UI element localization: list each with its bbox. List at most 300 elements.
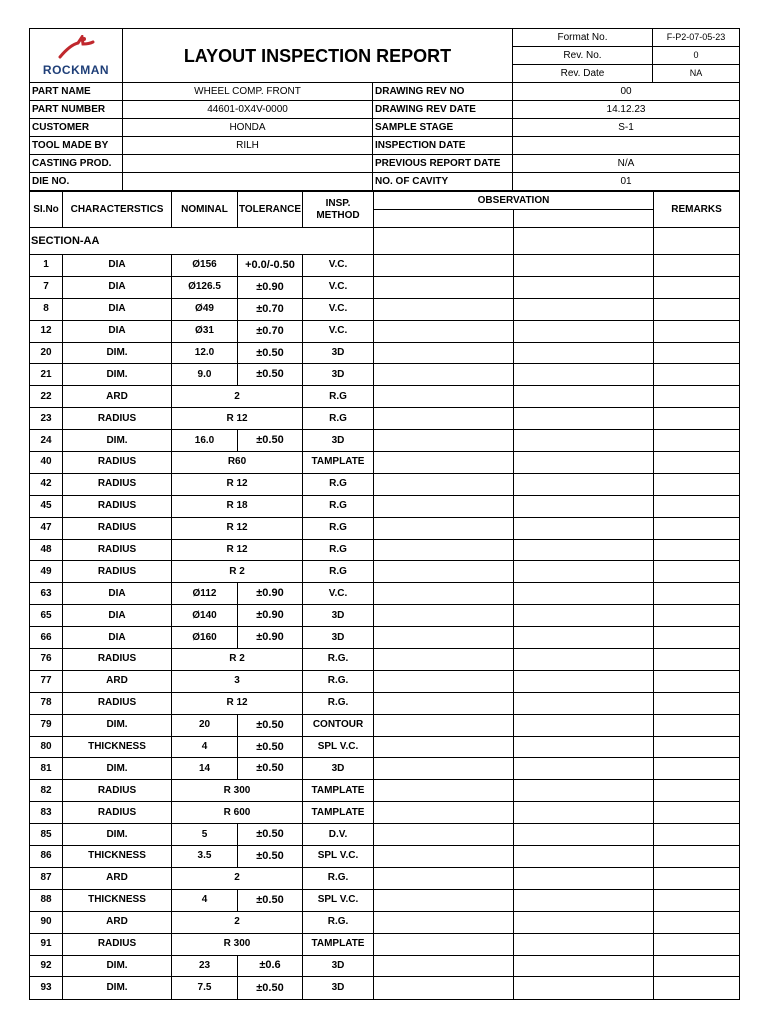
remarks-cell <box>654 298 740 320</box>
row-characteristic: DIM. <box>63 342 172 364</box>
row-slno: 1 <box>30 255 63 277</box>
row-characteristic: ARD <box>63 911 172 933</box>
observation-cell <box>374 692 514 714</box>
row-insp-method: 3D <box>303 605 374 627</box>
observation-subcell <box>514 210 654 228</box>
row-nominal: Ø160 <box>172 627 238 649</box>
row-tolerance: ±0.50 <box>238 889 303 911</box>
observation-cell <box>374 430 514 452</box>
inspection-table <box>29 191 740 1000</box>
table-row <box>30 758 740 780</box>
table-row <box>30 408 740 430</box>
row-tolerance: ±0.70 <box>238 320 303 342</box>
remarks-cell <box>654 736 740 758</box>
row-nominal: 7.5 <box>172 977 238 1000</box>
remarks-cell <box>654 276 740 298</box>
row-nominal-merged: R 300 <box>172 780 303 802</box>
observation-cell <box>514 605 654 627</box>
row-slno: 79 <box>30 714 63 736</box>
row-slno: 7 <box>30 276 63 298</box>
table-row <box>30 430 740 452</box>
observation-cell <box>514 867 654 889</box>
row-nominal-merged: R 12 <box>172 692 303 714</box>
row-nominal: Ø31 <box>172 320 238 342</box>
table-row <box>30 583 740 605</box>
row-insp-method: TAMPLATE <box>303 452 374 474</box>
rev-no-label: Rev. No. <box>513 47 653 65</box>
remarks-cell <box>654 692 740 714</box>
remarks-cell <box>654 430 740 452</box>
info-label: TOOL MADE BY <box>30 137 123 155</box>
observation-cell <box>374 649 514 671</box>
info-value: 01 <box>513 173 740 191</box>
row-nominal: 4 <box>172 889 238 911</box>
remarks-cell <box>654 228 740 255</box>
row-insp-method: SPL V.C. <box>303 889 374 911</box>
row-slno: 81 <box>30 758 63 780</box>
row-insp-method: R.G <box>303 517 374 539</box>
observation-cell <box>374 255 514 277</box>
page-title: LAYOUT INSPECTION REPORT <box>123 29 513 83</box>
row-slno: 77 <box>30 670 63 692</box>
row-slno: 63 <box>30 583 63 605</box>
format-no-label: Format No. <box>513 29 653 47</box>
row-slno: 21 <box>30 364 63 386</box>
row-slno: 48 <box>30 539 63 561</box>
row-characteristic: DIM. <box>63 955 172 977</box>
info-row <box>30 119 740 137</box>
table-row <box>30 452 740 474</box>
remarks-cell <box>654 364 740 386</box>
row-characteristic: ARD <box>63 867 172 889</box>
table-row <box>30 561 740 583</box>
report-header <box>29 28 740 191</box>
info-value: S-1 <box>513 119 740 137</box>
logo-text: ROCKMAN <box>42 63 110 77</box>
row-characteristic: THICKNESS <box>63 846 172 868</box>
observation-cell <box>374 605 514 627</box>
observation-cell <box>374 342 514 364</box>
observation-cell <box>514 495 654 517</box>
format-no-value: F-P2-07-05-23 <box>653 29 740 47</box>
row-insp-method: TAMPLATE <box>303 780 374 802</box>
row-slno: 85 <box>30 824 63 846</box>
row-characteristic: DIA <box>63 605 172 627</box>
rev-no-value: 0 <box>653 47 740 65</box>
row-nominal-merged: R 12 <box>172 517 303 539</box>
row-insp-method: R.G <box>303 386 374 408</box>
observation-cell <box>514 802 654 824</box>
observation-cell <box>514 692 654 714</box>
remarks-cell <box>654 977 740 1000</box>
info-label: PREVIOUS REPORT DATE <box>373 155 513 173</box>
observation-cell <box>514 298 654 320</box>
observation-cell <box>374 955 514 977</box>
row-insp-method: V.C. <box>303 320 374 342</box>
row-tolerance: ±0.50 <box>238 758 303 780</box>
row-nominal-merged: 3 <box>172 670 303 692</box>
row-nominal: Ø126.5 <box>172 276 238 298</box>
observation-cell <box>514 539 654 561</box>
row-insp-method: V.C. <box>303 276 374 298</box>
row-nominal-merged: R60 <box>172 452 303 474</box>
row-insp-method: R.G <box>303 539 374 561</box>
table-row <box>30 824 740 846</box>
table-row <box>30 386 740 408</box>
observation-cell <box>374 670 514 692</box>
observation-cell <box>514 320 654 342</box>
row-slno: 91 <box>30 933 63 955</box>
row-characteristic: DIM. <box>63 758 172 780</box>
row-slno: 49 <box>30 561 63 583</box>
observation-cell <box>374 911 514 933</box>
row-characteristic: DIM. <box>63 364 172 386</box>
row-nominal: Ø156 <box>172 255 238 277</box>
row-insp-method: 3D <box>303 758 374 780</box>
observation-cell <box>514 276 654 298</box>
observation-cell <box>514 386 654 408</box>
row-nominal: 9.0 <box>172 364 238 386</box>
row-nominal: 4 <box>172 736 238 758</box>
observation-cell <box>374 780 514 802</box>
info-label: DIE NO. <box>30 173 123 191</box>
row-nominal-merged: R 2 <box>172 561 303 583</box>
remarks-cell <box>654 780 740 802</box>
observation-cell <box>514 408 654 430</box>
row-characteristic: ARD <box>63 670 172 692</box>
observation-cell <box>514 561 654 583</box>
observation-cell <box>374 736 514 758</box>
observation-cell <box>374 802 514 824</box>
row-characteristic: RADIUS <box>63 495 172 517</box>
row-characteristic: RADIUS <box>63 452 172 474</box>
table-row <box>30 605 740 627</box>
row-slno: 78 <box>30 692 63 714</box>
observation-cell <box>374 539 514 561</box>
table-row <box>30 780 740 802</box>
row-tolerance: ±0.50 <box>238 846 303 868</box>
observation-cell <box>374 320 514 342</box>
row-characteristic: RADIUS <box>63 780 172 802</box>
col-header-nominal: NOMINAL <box>172 192 238 228</box>
info-label: CASTING PROD. <box>30 155 123 173</box>
table-row <box>30 977 740 1000</box>
row-slno: 42 <box>30 473 63 495</box>
row-slno: 22 <box>30 386 63 408</box>
observation-cell <box>514 452 654 474</box>
row-insp-method: CONTOUR <box>303 714 374 736</box>
row-nominal-merged: R 12 <box>172 473 303 495</box>
row-nominal: 23 <box>172 955 238 977</box>
info-value: WHEEL COMP. FRONT <box>123 83 373 101</box>
table-row <box>30 867 740 889</box>
row-insp-method: 3D <box>303 364 374 386</box>
row-slno: 76 <box>30 649 63 671</box>
company-logo <box>30 29 123 83</box>
col-header-remarks: REMARKS <box>654 192 740 228</box>
row-nominal: Ø49 <box>172 298 238 320</box>
row-nominal-merged: 2 <box>172 386 303 408</box>
row-slno: 12 <box>30 320 63 342</box>
remarks-cell <box>654 627 740 649</box>
rockman-logo-icon <box>56 35 96 61</box>
observation-cell <box>514 846 654 868</box>
observation-cell <box>514 364 654 386</box>
row-characteristic: DIM. <box>63 430 172 452</box>
row-characteristic: RADIUS <box>63 408 172 430</box>
row-characteristic: DIA <box>63 583 172 605</box>
table-row <box>30 692 740 714</box>
observation-cell <box>374 364 514 386</box>
remarks-cell <box>654 758 740 780</box>
table-row <box>30 736 740 758</box>
row-tolerance: ±0.50 <box>238 342 303 364</box>
row-nominal-merged: 2 <box>172 911 303 933</box>
row-slno: 83 <box>30 802 63 824</box>
row-insp-method: R.G. <box>303 692 374 714</box>
observation-cell <box>374 824 514 846</box>
remarks-cell <box>654 539 740 561</box>
row-tolerance: ±0.50 <box>238 736 303 758</box>
row-slno: 80 <box>30 736 63 758</box>
row-insp-method: 3D <box>303 342 374 364</box>
observation-cell <box>514 824 654 846</box>
observation-cell <box>514 228 654 255</box>
row-characteristic: DIA <box>63 627 172 649</box>
row-insp-method: R.G. <box>303 911 374 933</box>
row-insp-method: 3D <box>303 627 374 649</box>
info-value: 44601-0X4V-0000 <box>123 101 373 119</box>
table-row <box>30 670 740 692</box>
row-characteristic: RADIUS <box>63 692 172 714</box>
observation-cell <box>374 758 514 780</box>
observation-cell <box>374 495 514 517</box>
observation-cell <box>514 342 654 364</box>
info-row <box>30 83 740 101</box>
row-insp-method: TAMPLATE <box>303 933 374 955</box>
remarks-cell <box>654 670 740 692</box>
table-row <box>30 714 740 736</box>
remarks-cell <box>654 320 740 342</box>
observation-cell <box>374 583 514 605</box>
col-header-insp-method <box>303 192 374 228</box>
observation-cell <box>514 649 654 671</box>
observation-cell <box>514 955 654 977</box>
remarks-cell <box>654 802 740 824</box>
remarks-cell <box>654 452 740 474</box>
remarks-cell <box>654 824 740 846</box>
info-label: PART NUMBER <box>30 101 123 119</box>
row-tolerance: ±0.50 <box>238 977 303 1000</box>
remarks-cell <box>654 386 740 408</box>
remarks-cell <box>654 649 740 671</box>
row-tolerance: ±0.6 <box>238 955 303 977</box>
observation-cell <box>514 255 654 277</box>
remarks-cell <box>654 955 740 977</box>
table-row <box>30 298 740 320</box>
observation-cell <box>374 228 514 255</box>
row-slno: 47 <box>30 517 63 539</box>
row-slno: 65 <box>30 605 63 627</box>
row-slno: 88 <box>30 889 63 911</box>
row-insp-method: V.C. <box>303 583 374 605</box>
row-characteristic: DIA <box>63 298 172 320</box>
col-header-slno: SI.No <box>30 192 63 228</box>
table-row <box>30 276 740 298</box>
row-insp-method: 3D <box>303 430 374 452</box>
row-insp-method: SPL V.C. <box>303 736 374 758</box>
row-nominal-merged: 2 <box>172 867 303 889</box>
row-insp-method: TAMPLATE <box>303 802 374 824</box>
row-insp-method: R.G. <box>303 670 374 692</box>
observation-cell <box>374 846 514 868</box>
observation-cell <box>514 736 654 758</box>
info-row <box>30 137 740 155</box>
observation-cell <box>514 473 654 495</box>
row-tolerance: ±0.50 <box>238 364 303 386</box>
table-row <box>30 517 740 539</box>
table-row <box>30 364 740 386</box>
row-slno: 8 <box>30 298 63 320</box>
info-label: SAMPLE STAGE <box>373 119 513 137</box>
info-row <box>30 101 740 119</box>
info-row <box>30 173 740 191</box>
remarks-cell <box>654 605 740 627</box>
table-row <box>30 802 740 824</box>
info-label: INSPECTION DATE <box>373 137 513 155</box>
table-row <box>30 889 740 911</box>
info-value <box>513 137 740 155</box>
remarks-cell <box>654 495 740 517</box>
remarks-cell <box>654 889 740 911</box>
observation-cell <box>514 430 654 452</box>
row-insp-method: R.G <box>303 561 374 583</box>
row-nominal: Ø140 <box>172 605 238 627</box>
table-row <box>30 955 740 977</box>
observation-cell <box>374 473 514 495</box>
row-insp-method: V.C. <box>303 255 374 277</box>
remarks-cell <box>654 561 740 583</box>
row-characteristic: RADIUS <box>63 933 172 955</box>
row-nominal: 12.0 <box>172 342 238 364</box>
remarks-cell <box>654 867 740 889</box>
observation-cell <box>374 408 514 430</box>
info-label: PART NAME <box>30 83 123 101</box>
col-header-characteristics: CHARACTERSTICS <box>63 192 172 228</box>
table-row <box>30 473 740 495</box>
row-characteristic: DIM. <box>63 714 172 736</box>
row-slno: 86 <box>30 846 63 868</box>
info-label: DRAWING REV NO <box>373 83 513 101</box>
row-characteristic: RADIUS <box>63 473 172 495</box>
observation-cell <box>374 714 514 736</box>
row-insp-method: R.G <box>303 473 374 495</box>
row-insp-method: R.G. <box>303 649 374 671</box>
info-value: HONDA <box>123 119 373 137</box>
row-characteristic: RADIUS <box>63 561 172 583</box>
row-nominal: 16.0 <box>172 430 238 452</box>
observation-cell <box>514 911 654 933</box>
row-tolerance: +0.0/-0.50 <box>238 255 303 277</box>
row-slno: 23 <box>30 408 63 430</box>
row-slno: 93 <box>30 977 63 1000</box>
row-slno: 40 <box>30 452 63 474</box>
row-tolerance: ±0.70 <box>238 298 303 320</box>
row-slno: 90 <box>30 911 63 933</box>
info-value <box>123 173 373 191</box>
section-label: SECTION-AA <box>30 228 374 255</box>
observation-cell <box>514 780 654 802</box>
row-characteristic: RADIUS <box>63 539 172 561</box>
col-header-tolerance: TOLERANCE <box>238 192 303 228</box>
col-header-observation: OBSERVATION <box>374 192 654 210</box>
row-characteristic: DIA <box>63 320 172 342</box>
row-characteristic: DIA <box>63 255 172 277</box>
table-row <box>30 342 740 364</box>
info-value: N/A <box>513 155 740 173</box>
table-row <box>30 320 740 342</box>
row-insp-method: 3D <box>303 977 374 1000</box>
row-tolerance: ±0.90 <box>238 276 303 298</box>
info-value: RILH <box>123 137 373 155</box>
info-label: CUSTOMER <box>30 119 123 137</box>
row-characteristic: RADIUS <box>63 802 172 824</box>
row-nominal-merged: R 600 <box>172 802 303 824</box>
table-row <box>30 911 740 933</box>
row-insp-method: V.C. <box>303 298 374 320</box>
observation-subcell <box>374 210 514 228</box>
observation-cell <box>514 933 654 955</box>
observation-cell <box>374 386 514 408</box>
row-slno: 92 <box>30 955 63 977</box>
remarks-cell <box>654 255 740 277</box>
info-row <box>30 155 740 173</box>
observation-cell <box>374 977 514 1000</box>
observation-cell <box>374 561 514 583</box>
remarks-cell <box>654 342 740 364</box>
table-row <box>30 539 740 561</box>
observation-cell <box>514 517 654 539</box>
row-slno: 66 <box>30 627 63 649</box>
row-insp-method: D.V. <box>303 824 374 846</box>
row-nominal-merged: R 300 <box>172 933 303 955</box>
observation-cell <box>514 714 654 736</box>
observation-cell <box>374 276 514 298</box>
info-value <box>123 155 373 173</box>
row-insp-method: SPL V.C. <box>303 846 374 868</box>
rev-date-value: NA <box>653 65 740 83</box>
observation-cell <box>374 298 514 320</box>
remarks-cell <box>654 714 740 736</box>
row-insp-method: R.G <box>303 495 374 517</box>
row-characteristic: THICKNESS <box>63 889 172 911</box>
row-characteristic: THICKNESS <box>63 736 172 758</box>
remarks-cell <box>654 583 740 605</box>
remarks-cell <box>654 408 740 430</box>
row-slno: 87 <box>30 867 63 889</box>
row-characteristic: DIA <box>63 276 172 298</box>
row-nominal-merged: R 12 <box>172 539 303 561</box>
row-nominal: 14 <box>172 758 238 780</box>
row-tolerance: ±0.50 <box>238 824 303 846</box>
row-characteristic: DIM. <box>63 824 172 846</box>
table-row <box>30 649 740 671</box>
info-label: NO. OF CAVITY <box>373 173 513 191</box>
section-row <box>30 228 740 255</box>
remarks-cell <box>654 911 740 933</box>
row-characteristic: RADIUS <box>63 649 172 671</box>
observation-cell <box>514 627 654 649</box>
